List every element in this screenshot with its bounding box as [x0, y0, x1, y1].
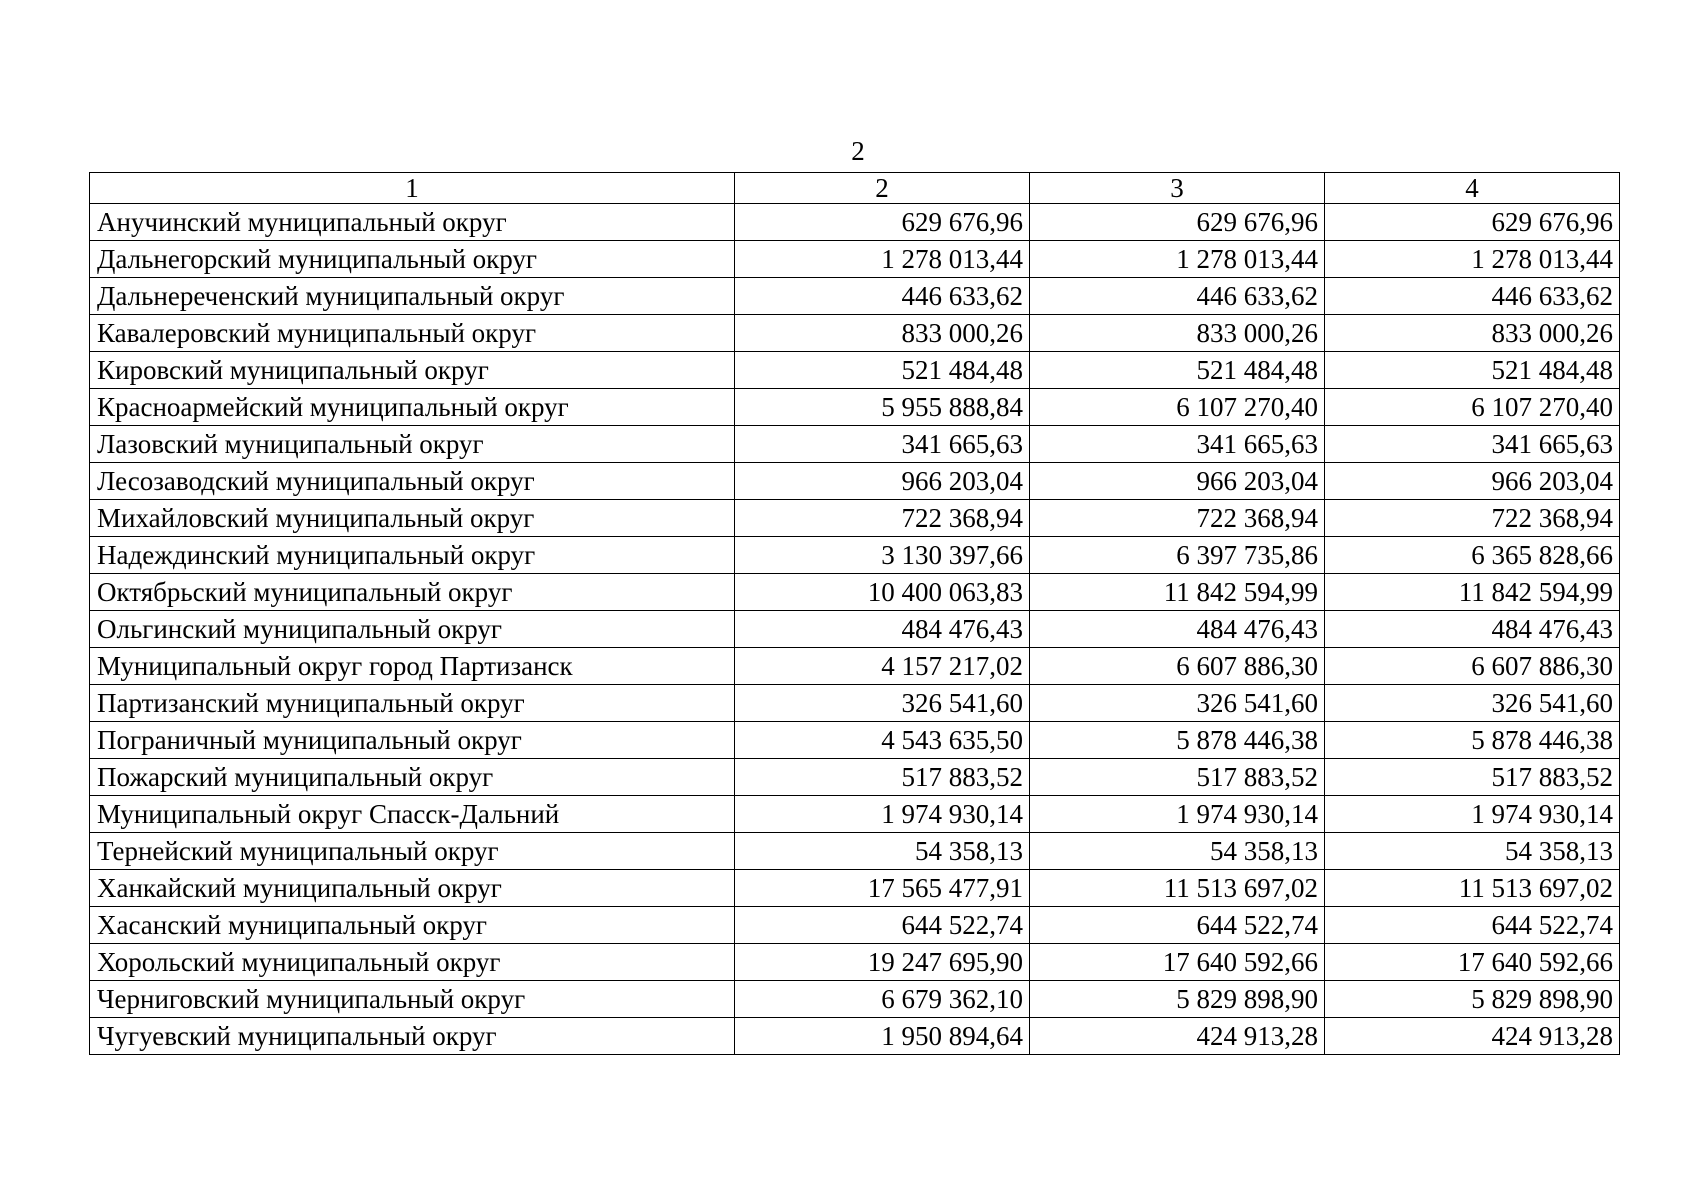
value-cell-col-3: 1 974 930,14	[1030, 796, 1325, 833]
value-cell-col-3: 54 358,13	[1030, 833, 1325, 870]
value-cell-col-3: 644 522,74	[1030, 907, 1325, 944]
municipality-name-cell: Ханкайский муниципальный округ	[90, 870, 735, 907]
table-row	[90, 537, 1620, 574]
value-cell-col-2: 17 565 477,91	[735, 870, 1030, 907]
municipality-name-cell: Чугуевский муниципальный округ	[90, 1018, 735, 1055]
value-cell-col-4: 629 676,96	[1325, 204, 1620, 241]
value-cell-col-3: 11 842 594,99	[1030, 574, 1325, 611]
municipality-name-cell: Пограничный муниципальный округ	[90, 722, 735, 759]
table-row	[90, 796, 1620, 833]
value-cell-col-2: 517 883,52	[735, 759, 1030, 796]
table-row	[90, 241, 1620, 278]
value-cell-col-3: 326 541,60	[1030, 685, 1325, 722]
municipality-name-cell: Пожарский муниципальный округ	[90, 759, 735, 796]
value-cell-col-2: 1 974 930,14	[735, 796, 1030, 833]
value-cell-col-2: 54 358,13	[735, 833, 1030, 870]
value-cell-col-4: 17 640 592,66	[1325, 944, 1620, 981]
value-cell-col-3: 722 368,94	[1030, 500, 1325, 537]
value-cell-col-2: 629 676,96	[735, 204, 1030, 241]
table-row	[90, 870, 1620, 907]
table-row	[90, 204, 1620, 241]
value-cell-col-4: 966 203,04	[1325, 463, 1620, 500]
value-cell-col-3: 517 883,52	[1030, 759, 1325, 796]
value-cell-col-3: 424 913,28	[1030, 1018, 1325, 1055]
table-row	[90, 759, 1620, 796]
value-cell-col-4: 424 913,28	[1325, 1018, 1620, 1055]
budget-table	[89, 172, 1620, 1055]
value-cell-col-3: 341 665,63	[1030, 426, 1325, 463]
value-cell-col-2: 19 247 695,90	[735, 944, 1030, 981]
value-cell-col-3: 6 607 886,30	[1030, 648, 1325, 685]
value-cell-col-3: 5 878 446,38	[1030, 722, 1325, 759]
value-cell-col-3: 521 484,48	[1030, 352, 1325, 389]
value-cell-col-4: 6 107 270,40	[1325, 389, 1620, 426]
municipality-name-cell: Тернейский муниципальный округ	[90, 833, 735, 870]
value-cell-col-3: 629 676,96	[1030, 204, 1325, 241]
municipality-name-cell: Кавалеровский муниципальный округ	[90, 315, 735, 352]
value-cell-col-4: 484 476,43	[1325, 611, 1620, 648]
column-header-3: 3	[1030, 173, 1325, 204]
municipality-name-cell: Красноармейский муниципальный округ	[90, 389, 735, 426]
value-cell-col-2: 4 543 635,50	[735, 722, 1030, 759]
value-cell-col-2: 6 679 362,10	[735, 981, 1030, 1018]
value-cell-col-4: 6 365 828,66	[1325, 537, 1620, 574]
table-row	[90, 611, 1620, 648]
value-cell-col-4: 11 842 594,99	[1325, 574, 1620, 611]
value-cell-col-4: 446 633,62	[1325, 278, 1620, 315]
value-cell-col-3: 1 278 013,44	[1030, 241, 1325, 278]
value-cell-col-3: 966 203,04	[1030, 463, 1325, 500]
value-cell-col-2: 521 484,48	[735, 352, 1030, 389]
value-cell-col-3: 446 633,62	[1030, 278, 1325, 315]
municipality-name-cell: Дальнегорский муниципальный округ	[90, 241, 735, 278]
table-row	[90, 685, 1620, 722]
table-row	[90, 1018, 1620, 1055]
value-cell-col-2: 4 157 217,02	[735, 648, 1030, 685]
value-cell-col-4: 341 665,63	[1325, 426, 1620, 463]
value-cell-col-2: 833 000,26	[735, 315, 1030, 352]
table-row	[90, 463, 1620, 500]
value-cell-col-2: 484 476,43	[735, 611, 1030, 648]
table-row	[90, 833, 1620, 870]
value-cell-col-4: 517 883,52	[1325, 759, 1620, 796]
value-cell-col-2: 1 950 894,64	[735, 1018, 1030, 1055]
table-row	[90, 574, 1620, 611]
value-cell-col-4: 722 368,94	[1325, 500, 1620, 537]
value-cell-col-4: 833 000,26	[1325, 315, 1620, 352]
value-cell-col-4: 6 607 886,30	[1325, 648, 1620, 685]
value-cell-col-2: 1 278 013,44	[735, 241, 1030, 278]
value-cell-col-4: 11 513 697,02	[1325, 870, 1620, 907]
value-cell-col-2: 722 368,94	[735, 500, 1030, 537]
table-row	[90, 944, 1620, 981]
value-cell-col-2: 644 522,74	[735, 907, 1030, 944]
table-row	[90, 722, 1620, 759]
value-cell-col-3: 17 640 592,66	[1030, 944, 1325, 981]
column-header-4: 4	[1325, 173, 1620, 204]
table-header-row	[90, 173, 1620, 204]
municipality-name-cell: Муниципальный округ город Партизанск	[90, 648, 735, 685]
table-row	[90, 500, 1620, 537]
municipality-name-cell: Хорольский муниципальный округ	[90, 944, 735, 981]
value-cell-col-2: 10 400 063,83	[735, 574, 1030, 611]
table-body	[90, 204, 1620, 1055]
page-number: 2	[851, 136, 865, 166]
value-cell-col-2: 5 955 888,84	[735, 389, 1030, 426]
municipality-name-cell: Октябрьский муниципальный округ	[90, 574, 735, 611]
table-row	[90, 352, 1620, 389]
municipality-name-cell: Кировский муниципальный округ	[90, 352, 735, 389]
municipality-name-cell: Муниципальный округ Спасск-Дальний	[90, 796, 735, 833]
municipality-name-cell: Партизанский муниципальный округ	[90, 685, 735, 722]
value-cell-col-4: 326 541,60	[1325, 685, 1620, 722]
value-cell-col-4: 644 522,74	[1325, 907, 1620, 944]
table-row	[90, 389, 1620, 426]
municipality-name-cell: Черниговский муниципальный округ	[90, 981, 735, 1018]
municipality-name-cell: Лазовский муниципальный округ	[90, 426, 735, 463]
value-cell-col-4: 1 278 013,44	[1325, 241, 1620, 278]
value-cell-col-3: 833 000,26	[1030, 315, 1325, 352]
table-row	[90, 981, 1620, 1018]
table-row	[90, 278, 1620, 315]
municipality-name-cell: Надеждинский муниципальный округ	[90, 537, 735, 574]
value-cell-col-4: 54 358,13	[1325, 833, 1620, 870]
value-cell-col-2: 966 203,04	[735, 463, 1030, 500]
municipality-name-cell: Михайловский муниципальный округ	[90, 500, 735, 537]
value-cell-col-2: 3 130 397,66	[735, 537, 1030, 574]
value-cell-col-3: 11 513 697,02	[1030, 870, 1325, 907]
column-header-1: 1	[90, 173, 735, 204]
value-cell-col-3: 484 476,43	[1030, 611, 1325, 648]
municipality-name-cell: Хасанский муниципальный округ	[90, 907, 735, 944]
table-row	[90, 648, 1620, 685]
column-header-2: 2	[735, 173, 1030, 204]
municipality-name-cell: Ольгинский муниципальный округ	[90, 611, 735, 648]
value-cell-col-3: 6 397 735,86	[1030, 537, 1325, 574]
value-cell-col-4: 521 484,48	[1325, 352, 1620, 389]
value-cell-col-4: 1 974 930,14	[1325, 796, 1620, 833]
value-cell-col-3: 6 107 270,40	[1030, 389, 1325, 426]
table-row	[90, 426, 1620, 463]
value-cell-col-2: 326 541,60	[735, 685, 1030, 722]
municipality-name-cell: Дальнереченский муниципальный округ	[90, 278, 735, 315]
table-row	[90, 315, 1620, 352]
value-cell-col-3: 5 829 898,90	[1030, 981, 1325, 1018]
table-row	[90, 907, 1620, 944]
value-cell-col-4: 5 878 446,38	[1325, 722, 1620, 759]
value-cell-col-4: 5 829 898,90	[1325, 981, 1620, 1018]
municipality-name-cell: Анучинский муниципальный округ	[90, 204, 735, 241]
value-cell-col-2: 341 665,63	[735, 426, 1030, 463]
value-cell-col-2: 446 633,62	[735, 278, 1030, 315]
municipality-name-cell: Лесозаводский муниципальный округ	[90, 463, 735, 500]
